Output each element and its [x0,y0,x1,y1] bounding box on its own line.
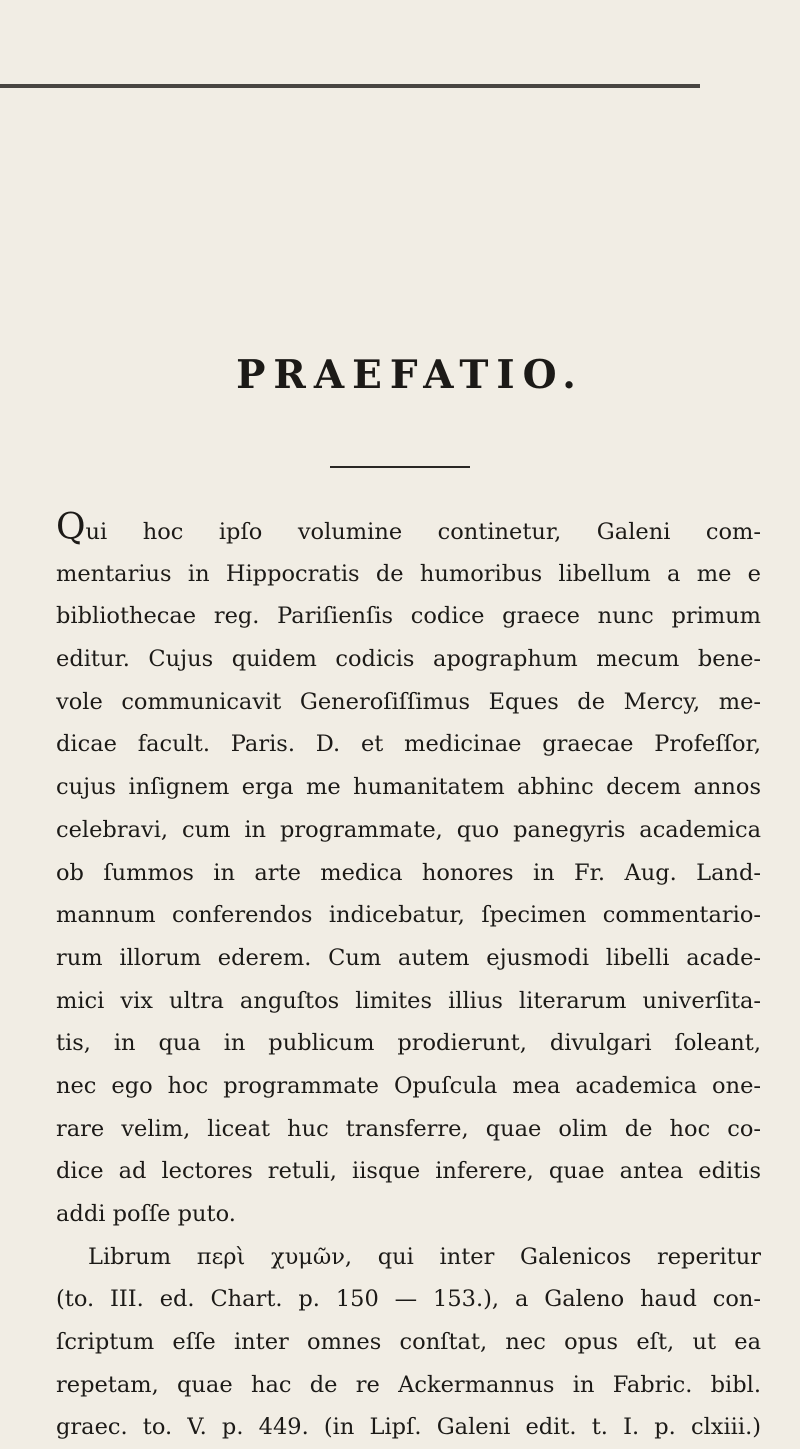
text-line: cujus inſignem erga me humanitatem abhinc decem annos [56,774,761,801]
text-line: tis, in qua in publicum prodierunt, divulgari ſoleant, [56,1030,761,1057]
text-line: vole communicavit Generoſiſſimus Eques de Mercy, me- [56,688,761,715]
body-text [56,510,761,1449]
title-divider [330,466,470,468]
text-line: (to. III. ed. Chart. p. 150 — 153.), a Galeno haud con- [56,1286,761,1313]
text-line: editur. Cujus quidem codicis apographum mecum bene- [56,646,761,673]
paragraph-1 [56,510,761,1236]
text-line: bibliothecae reg. Pariſienſis codice graece nunc primum [56,603,761,630]
text-line: Librum περὶ χυμῶν, qui inter Galenicos reperitur [88,1243,761,1270]
page-title: PRAEFATIO. [236,352,584,398]
text-line: ob ſummos in arte medica honores in Fr. Aug. Land- [56,859,761,886]
top-border-rule [0,84,700,88]
text-line: mentarius in Hippocratis de humoribus libellum a me e [56,560,761,587]
text-line: repetam, quae hac de re Ackermannus in Fabric. bibl. [56,1371,761,1398]
text-line: rum illorum ederem. Cum autem ejusmodi libelli acade- [56,944,761,971]
text-line: mici vix ultra anguſtos limites illius literarum univerſita- [56,987,761,1014]
paragraph-2 [56,1236,761,1449]
text-line: nec ego hoc programmate Opuſcula mea academica one- [56,1072,761,1099]
text-line: graec. to. V. p. 449. (in Lipſ. Galeni edit. t. I. p. clxiii.) [56,1414,761,1441]
text-line [56,510,761,553]
text-line: ſcriptum eſſe inter omnes conſtat, nec opus eſt, ut ea [56,1329,761,1356]
text-line: mannum conferendos indicebatur, ſpecimen commentario- [56,902,761,929]
drop-cap: Q [56,510,86,548]
line-text: ui hoc ipſo volumine continetur, Galeni com- [85,519,761,545]
text-line: dicae facult. Paris. D. et medicinae graecae Profeſſor, [56,731,761,758]
text-line: dice ad lectores retuli, iisque inferere, quae antea editis [56,1158,761,1185]
text-line: celebravi, cum in programmate, quo panegyris academica [56,816,761,843]
text-line: rare velim, liceat huc transferre, quae olim de hoc co- [56,1115,761,1142]
text-line: addi poſſe puto. [56,1201,236,1227]
